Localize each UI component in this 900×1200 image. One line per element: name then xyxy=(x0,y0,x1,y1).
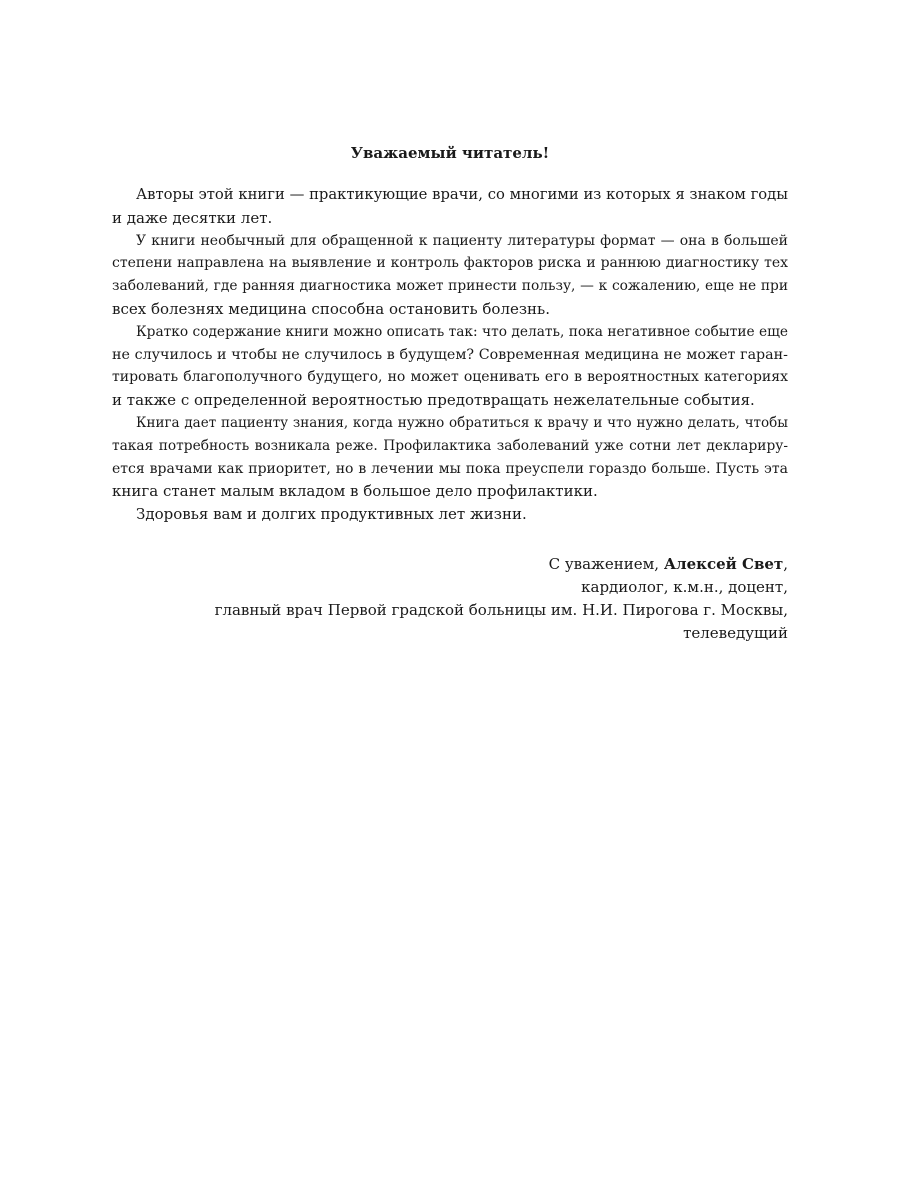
paragraph-1-line-2: и даже десятки лет. xyxy=(112,208,273,227)
signature-greeting: С уважением, xyxy=(548,555,664,573)
signature-title: кардиолог, к.м.н., доцент, xyxy=(581,578,788,596)
paragraph-4-line-2: такая потребность возникала реже. Профилактика заболеваний уже сотни лет деклариру- xyxy=(112,437,788,454)
signature-greeting-line xyxy=(215,553,788,576)
paragraph-5-line-1: Здоровья вам и долгих продуктивных лет жизни. xyxy=(136,505,527,524)
signature-position: главный врач Первой градской больницы им. Н.И. Пирогова г. Москвы, xyxy=(214,601,788,619)
paragraph-3-line-2: не случилось и чтобы не случилось в будущем? Современная медицина не может гаран- xyxy=(112,346,788,363)
paragraph-1-line-1: Авторы этой книги — практикующие врачи, со многими из которых я знаком годы xyxy=(136,186,788,203)
paragraph-2-line-2: степени направлена на выявление и контроль факторов риска и раннюю диагностику тех xyxy=(112,255,788,272)
signature-name-suffix: , xyxy=(783,555,788,573)
signature-name: Алексей Свет xyxy=(663,555,784,573)
paragraph-3-line-4: и также с определенной вероятностью предотвращать нежелательные события. xyxy=(112,391,755,410)
paragraph-3-line-1: Кратко содержание книги можно описать так: что делать, пока негативное событие еще xyxy=(136,323,789,340)
paragraph-2-line-3: заболеваний, где ранняя диагностика может принести пользу, — к сожалению, еще не при xyxy=(112,278,788,295)
paragraph-4-line-3: ется врачами как приоритет, но в лечении мы пока преуспели гораздо больше. Пусть эта xyxy=(112,460,788,477)
signature-block xyxy=(215,553,788,645)
signature-role: телеведущий xyxy=(683,624,788,642)
paragraph-3-line-3: тировать благополучного будущего, но может оценивать его в вероятностных категориях xyxy=(112,369,788,386)
letter-body xyxy=(112,184,788,526)
paragraph-2-line-1: У книги необычный для обращенной к пациенту литературы формат — она в большей xyxy=(136,232,788,249)
paragraph-4-line-1: Книга дает пациенту знания, когда нужно обратиться к врачу и что нужно делать, чтобы xyxy=(136,414,788,431)
paragraph-4-line-4: книга станет малым вкладом в большое дело профилактики. xyxy=(112,482,598,501)
paragraph-2-line-4: всех болезнях медицина способна остановить болезнь. xyxy=(112,299,550,318)
letter-heading: Уважаемый читатель! xyxy=(350,144,550,162)
